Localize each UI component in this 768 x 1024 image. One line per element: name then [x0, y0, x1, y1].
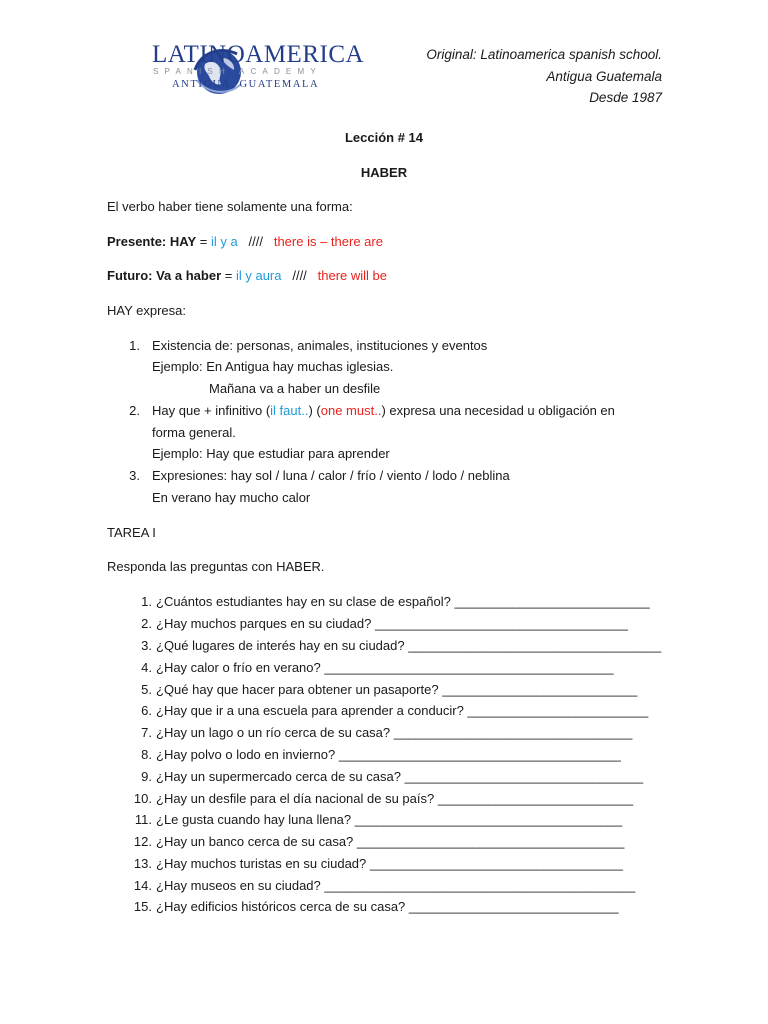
question-item — [124, 898, 619, 916]
question-text: ¿Hay muchos turistas en su ciudad? ___________________________________ — [156, 856, 623, 871]
question-item — [124, 855, 623, 873]
use-number-3: 3. — [129, 468, 140, 483]
use-1-example-2: Mañana va a haber un desfile — [209, 381, 381, 396]
school-info-line-2: Antigua Guatemala — [546, 68, 662, 84]
tarea-heading: TAREA I — [107, 525, 156, 540]
futuro-english: there will be — [317, 268, 388, 283]
question-text: ¿Hay un desfile para el día nacional de su país? ___________________________ — [156, 791, 634, 806]
presente-line — [107, 233, 383, 251]
question-text: ¿Cuántos estudiantes hay en su clase de español? ___________________________ — [156, 594, 650, 609]
presente-english: there is – there are — [273, 234, 383, 249]
question-number: 4. — [141, 660, 152, 675]
school-info-line-1: Original: Latinoamerica spanish school. — [426, 47, 662, 62]
question-number: 5. — [141, 682, 152, 697]
question-item — [124, 637, 661, 655]
question-text: ¿Le gusta cuando hay luna llena? _____________________________________ — [156, 812, 623, 827]
use-2-french: il faut.. — [270, 403, 309, 418]
question-text: ¿Hay un supermercado cerca de su casa? _________________________________ — [156, 769, 644, 784]
instruction-text: Responda las preguntas con HABER. — [107, 559, 325, 574]
hay-expresa-heading: HAY expresa: — [107, 303, 187, 318]
logo-location: ANTIGUA, GUATEMALA — [172, 79, 320, 90]
question-item — [124, 724, 632, 742]
question-item — [124, 877, 635, 895]
presente-french: il y a — [210, 234, 238, 249]
question-number: 1. — [141, 594, 152, 609]
use-2-part-b: ) ( — [308, 403, 321, 418]
presente-separator: //// — [248, 234, 263, 249]
use-3-text: Expresiones: hay sol / luna / calor / frío / viento / lodo / neblina — [152, 468, 510, 483]
presente-eq: = — [196, 234, 211, 249]
use-1-text: Existencia de: personas, animales, instituciones y eventos — [152, 338, 488, 353]
presente-label: Presente: HAY — [107, 234, 197, 249]
use-1-example: Ejemplo: En Antigua hay muchas iglesias. — [152, 359, 394, 374]
question-item — [124, 593, 650, 611]
lesson-number: Lección # 14 — [344, 130, 424, 145]
question-item — [124, 702, 648, 720]
lesson-topic: HABER — [360, 165, 408, 180]
question-item — [124, 615, 628, 633]
use-number-1: 1. — [129, 338, 140, 353]
use-2-part-a: Hay que + infinitivo ( — [152, 403, 271, 418]
question-text: ¿Hay que ir a una escuela para aprender a conducir? _________________________ — [156, 703, 649, 718]
use-3-example: En verano hay mucho calor — [152, 490, 311, 505]
question-number: 7. — [141, 725, 152, 740]
question-number: 15. — [133, 899, 152, 914]
question-item — [124, 833, 624, 851]
use-2-english: one must.. — [320, 403, 382, 418]
use-2-example: Ejemplo: Hay que estudiar para aprender — [152, 446, 390, 461]
question-number: 9. — [141, 769, 152, 784]
question-item — [124, 659, 614, 677]
school-info — [426, 44, 662, 109]
question-number: 6. — [141, 703, 152, 718]
futuro-french: il y aura — [235, 268, 282, 283]
use-number-2: 2. — [129, 403, 140, 418]
logo-title: LATINOAMERICA — [152, 41, 365, 68]
school-info-line-3: Desde 1987 — [589, 90, 662, 105]
question-text: ¿Hay un banco cerca de su casa? _____________________________________ — [156, 834, 625, 849]
question-item — [124, 746, 621, 764]
question-number: 3. — [141, 638, 152, 653]
question-item — [124, 790, 633, 808]
question-text: ¿Hay museos en su ciudad? ___________________________________________ — [156, 878, 636, 893]
futuro-line — [107, 267, 387, 285]
use-2-part-c: ) expresa una necesidad u obligación en — [381, 403, 615, 418]
question-number: 11. — [134, 812, 152, 827]
use-2-continued: forma general. — [152, 425, 236, 440]
question-text: ¿Hay calor o frío en verano? ________________________________________ — [156, 660, 614, 675]
question-item — [124, 811, 622, 829]
question-text: ¿Qué hay que hacer para obtener un pasaporte? ___________________________ — [156, 682, 638, 697]
question-item — [124, 681, 637, 699]
use-2-text — [152, 402, 615, 420]
futuro-label: Futuro: Va a haber — [107, 268, 222, 283]
logo-subtitle: SPANISH ACADEMY — [153, 67, 322, 76]
intro-text: El verbo haber tiene solamente una forma: — [107, 199, 353, 214]
question-number: 13. — [133, 856, 152, 871]
futuro-eq: = — [221, 268, 236, 283]
question-item — [124, 768, 643, 786]
question-text: ¿Hay muchos parques en su ciudad? ___________________________________ — [156, 616, 629, 631]
futuro-separator: //// — [292, 268, 307, 283]
question-number: 8. — [141, 747, 152, 762]
question-text: ¿Hay polvo o lodo en invierno? _______________________________________ — [156, 747, 621, 762]
question-number: 14. — [133, 878, 152, 893]
question-text: ¿Qué lugares de interés hay en su ciudad? ___________________________________ — [156, 638, 662, 653]
question-text: ¿Hay edificios históricos cerca de su casa? _____________________________ — [156, 899, 619, 914]
question-text: ¿Hay un lago o un río cerca de su casa? _________________________________ — [156, 725, 633, 740]
question-number: 2. — [141, 616, 152, 631]
question-number: 10. — [133, 791, 152, 806]
question-number: 12. — [133, 834, 152, 849]
